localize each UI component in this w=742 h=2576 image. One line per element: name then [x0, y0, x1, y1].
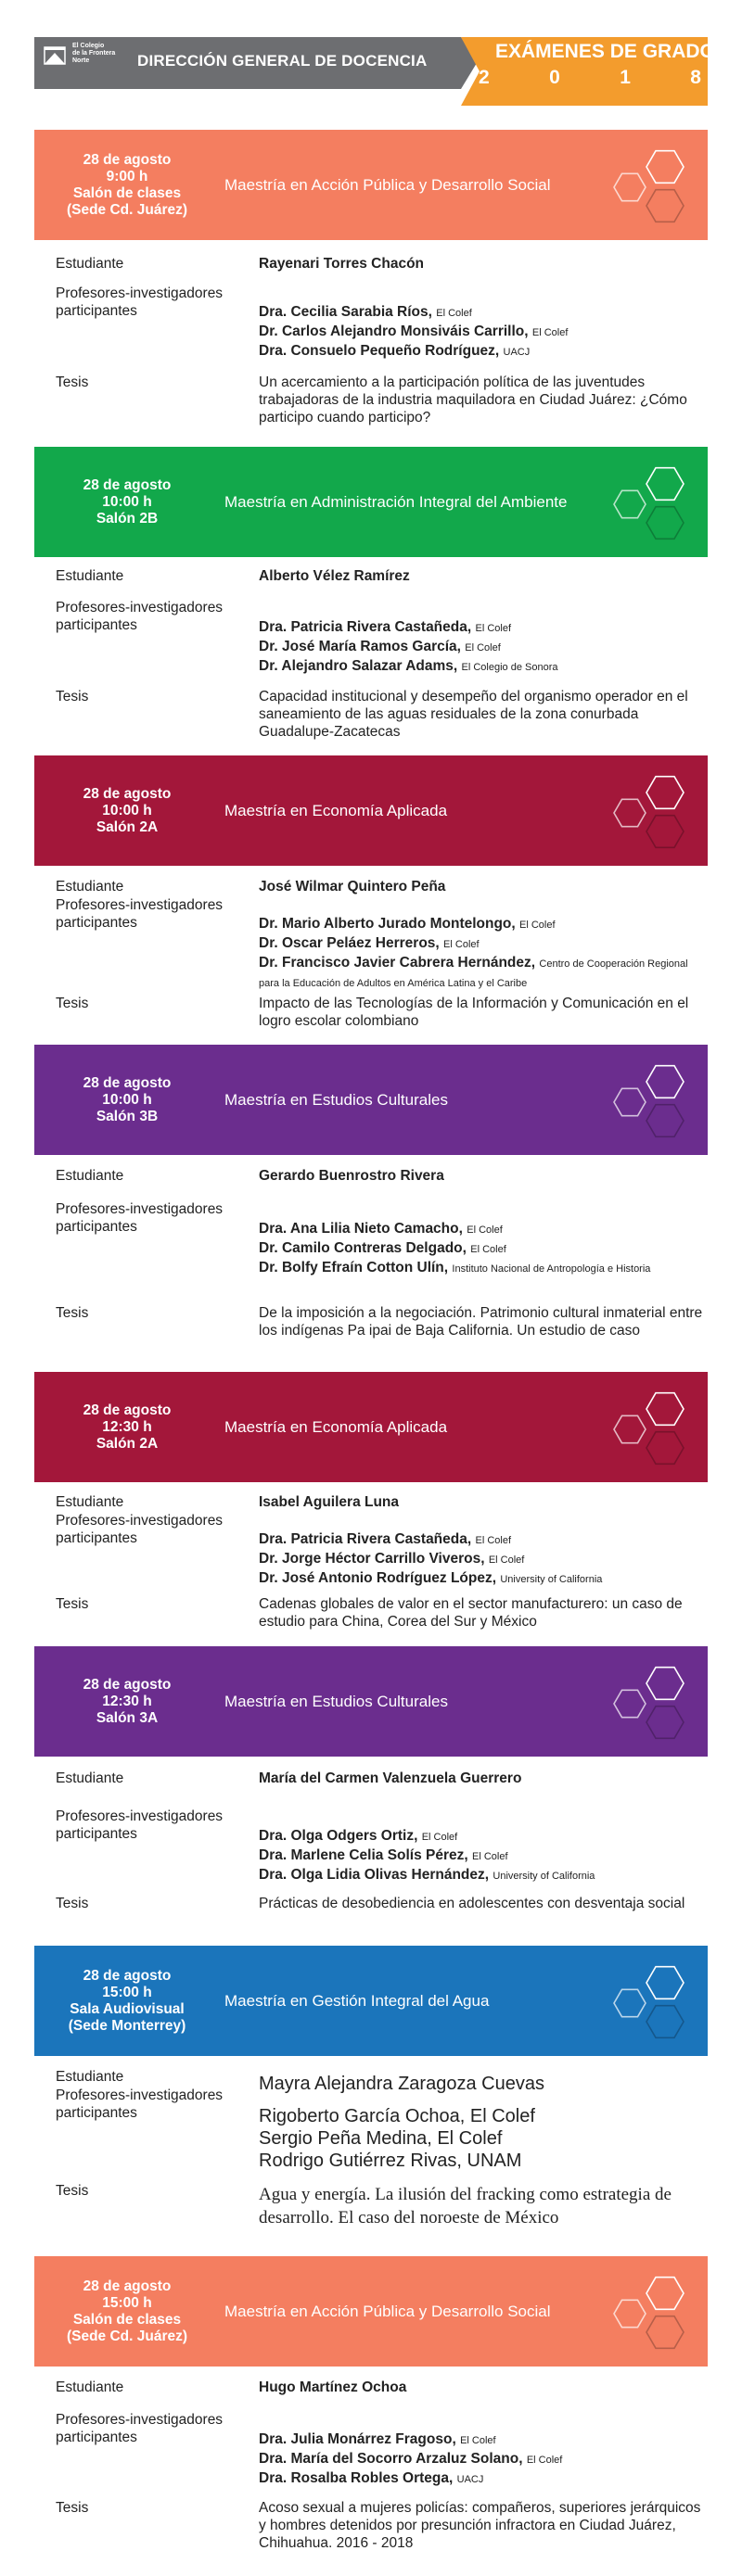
- student-name: José Wilmar Quintero Peña: [259, 879, 446, 895]
- hexagon-pattern-icon: [602, 1955, 704, 2048]
- professors-label: Profesores-investigadores participantes: [56, 1808, 224, 1842]
- header: [0, 0, 742, 93]
- event-band: [34, 1646, 708, 1757]
- professor-institution: El Colef: [437, 2128, 503, 2149]
- professor-institution: UNAM: [467, 2151, 522, 2171]
- professor-institution: UACJ: [503, 347, 531, 358]
- header-exam-title: EXÁMENES DE GRADO: [495, 41, 715, 62]
- professor-entry: [259, 638, 704, 657]
- hexagon-outline: [646, 1066, 684, 1098]
- event-room: Salón de clases: [72, 2311, 182, 2328]
- professor-entry: [259, 1530, 704, 1550]
- student-label: Estudiante: [56, 256, 124, 272]
- year-digit: 1: [620, 67, 631, 88]
- professor-institution: University of California: [493, 1871, 595, 1882]
- professor-entry: [259, 657, 704, 677]
- event-time: 12:30 h: [102, 1418, 152, 1435]
- professor-name: Dr. Bolfy Efraín Cotton Ulín,: [259, 1260, 453, 1275]
- hexagon-pattern-icon: [602, 1054, 704, 1147]
- event-date: 28 de agosto: [83, 476, 172, 493]
- professor-name: Dra. Cecilia Sarabia Ríos,: [259, 304, 437, 320]
- event-room: Salón 3A: [96, 1709, 159, 1726]
- student-name: Rayenari Torres Chacón: [259, 256, 425, 272]
- event-band: [34, 130, 708, 240]
- professors-list: [259, 2105, 704, 2172]
- hexagon-pattern-icon: [602, 2265, 704, 2358]
- professors-list: [259, 915, 704, 993]
- event-date: 28 de agosto: [83, 1967, 172, 1984]
- event-time: 10:00 h: [102, 1091, 152, 1108]
- professor-institution: El Colef: [421, 1832, 458, 1843]
- professor-institution: El Colef: [531, 327, 569, 338]
- professor-name: Dr. Oscar Peláez Herreros,: [259, 935, 444, 951]
- event-date: 28 de agosto: [83, 1676, 172, 1693]
- professor-institution: El Colef: [465, 642, 501, 654]
- professor-institution: El Colef: [475, 623, 512, 634]
- event-room: Salón 3B: [96, 1108, 159, 1124]
- professor-entry: [259, 1866, 704, 1885]
- event-time: 15:00 h: [102, 1984, 152, 2000]
- event-schedule: [34, 1045, 220, 1155]
- thesis-label: Tesis: [56, 689, 89, 704]
- student-name: Mayra Alejandra Zaragoza Cuevas: [259, 2074, 544, 2094]
- hexagon-outline: [646, 151, 684, 184]
- hexagon-outline: [646, 468, 684, 501]
- year-digit: 8: [690, 67, 701, 88]
- hexagon-outline: [646, 777, 684, 809]
- thesis-title: Acoso sexual a mujeres policías: compañeros, superiores jerárquicos y hombres detenidos por presunción infractora en Ciudad Juárez, Chihuahua. 2016 - 2018: [259, 2500, 701, 2551]
- event-program: Maestría en Acción Pública y Desarrollo Social: [224, 2302, 551, 2320]
- thesis-title: Agua y energía. La ilusión del fracking como estrategia de desarrollo. El caso del noroeste de México: [259, 2185, 672, 2227]
- professor-name: Dr. Carlos Alejandro Monsiváis Carrillo,: [259, 324, 532, 339]
- student-label: Estudiante: [56, 568, 124, 584]
- professor-entry: [259, 2127, 704, 2150]
- hexagon-outline: [614, 490, 646, 517]
- event-room: Salón 2A: [96, 818, 159, 835]
- hexagon-pattern-icon: [602, 1656, 704, 1748]
- professor-entry: [259, 1220, 704, 1239]
- professor-institution: El Colef: [467, 1225, 503, 1236]
- hexagon-outline: [646, 507, 684, 539]
- thesis-label: Tesis: [56, 374, 89, 390]
- header-direction-title: DIRECCIÓN GENERAL DE DOCENCIA: [137, 52, 428, 70]
- event-schedule: [34, 1646, 220, 1757]
- hexagon-pattern-icon: [602, 1381, 704, 1474]
- hexagon-outline: [646, 2278, 684, 2310]
- thesis-title: De la imposición a la negociación. Patrimonio cultural inmaterial entre los indígenas Pa ipai de Baja California. Un estudio de caso: [259, 1305, 703, 1339]
- professor-name: Dra. Julia Monárrez Fragoso,: [259, 2431, 461, 2447]
- student-label: Estudiante: [56, 2379, 124, 2395]
- professor-entry: [259, 342, 704, 362]
- thesis-title: Capacidad institucional y desempeño del organismo operador en el saneamiento de las aguas residuales de la zona conurbada Guadalupe-Zacatecas: [259, 689, 688, 740]
- professor-entry: [259, 1827, 704, 1846]
- event-program: Maestría en Estudios Culturales: [224, 1692, 448, 1710]
- student-name: Isabel Aguilera Luna: [259, 1494, 400, 1510]
- professor-entry: [259, 915, 704, 934]
- student-label: Estudiante: [56, 1168, 124, 1184]
- professor-name: Dra. Patricia Rivera Castañeda,: [259, 619, 476, 635]
- professors-list: [259, 1827, 704, 1885]
- hexagon-outline: [646, 190, 684, 222]
- professor-name: Dr. Camilo Contreras Delgado,: [259, 1240, 471, 1256]
- professor-entry: [259, 1259, 704, 1278]
- thesis-label: Tesis: [56, 2500, 89, 2516]
- event-time: 10:00 h: [102, 802, 152, 818]
- professor-entry: [259, 2150, 704, 2172]
- thesis-label: Tesis: [56, 1305, 89, 1321]
- event-schedule: [34, 1946, 220, 2056]
- professor-entry: [259, 954, 704, 993]
- hexagon-pattern-icon: [602, 139, 704, 232]
- student-label: Estudiante: [56, 1494, 124, 1510]
- professor-entry: [259, 618, 704, 638]
- hexagon-outline: [614, 799, 646, 826]
- event-schedule: [34, 130, 220, 240]
- event-program: Maestría en Estudios Culturales: [224, 1090, 448, 1109]
- professor-entry: [259, 2105, 704, 2127]
- professor-name: Dra. Consuelo Pequeño Rodríguez,: [259, 343, 504, 359]
- professor-entry: [259, 934, 704, 954]
- professor-institution: El Colef: [488, 1554, 525, 1566]
- hexagon-pattern-icon: [602, 765, 704, 857]
- event-room: Salón 2B: [96, 510, 159, 527]
- professors-label: Profesores-investigadores participantes: [56, 2087, 224, 2121]
- professor-name: Dra. Olga Odgers Ortiz,: [259, 1828, 422, 1844]
- professor-institution: El Colef: [469, 2106, 535, 2126]
- event-band: [34, 2256, 708, 2367]
- hexagon-outline: [614, 2300, 646, 2327]
- event-time: 15:00 h: [102, 2294, 152, 2311]
- professors-label: Profesores-investigadores participantes: [56, 1201, 224, 1235]
- hexagon-outline: [646, 816, 684, 848]
- thesis-label: Tesis: [56, 996, 89, 1011]
- hexagon-outline: [646, 1668, 684, 1700]
- hexagon-outline: [646, 2006, 684, 2038]
- student-label: Estudiante: [56, 1770, 124, 1786]
- event-site: (Sede Monterrey): [68, 2017, 186, 2034]
- professor-entry: [259, 2450, 704, 2469]
- event-program: Maestría en Economía Aplicada: [224, 1417, 448, 1436]
- event-date: 28 de agosto: [83, 1402, 172, 1418]
- professor-institution: Instituto Nacional de Antropología e Historia: [452, 1263, 651, 1275]
- thesis-title: Impacto de las Tecnologías de la Información y Comunicación en el logro escolar colombiano: [259, 996, 689, 1029]
- year-digit: 2: [479, 67, 490, 88]
- student-name: María del Carmen Valenzuela Guerrero: [259, 1770, 522, 1786]
- event-band: [34, 755, 708, 866]
- professor-institution: El Colef: [460, 2435, 496, 2446]
- professors-label: Profesores-investigadores participantes: [56, 897, 224, 931]
- event-schedule: [34, 755, 220, 866]
- professors-label: Profesores-investigadores participantes: [56, 2412, 224, 2445]
- professors-label: Profesores-investigadores participantes: [56, 1513, 224, 1546]
- event-band: [34, 1045, 708, 1155]
- professors-list: [259, 618, 704, 677]
- event-date: 28 de agosto: [83, 151, 172, 168]
- event-site: (Sede Cd. Juárez): [66, 2328, 188, 2344]
- event-schedule: [34, 447, 220, 557]
- professor-name: Dra. Marlene Celia Solís Pérez,: [259, 1847, 473, 1863]
- professor-entry: [259, 1550, 704, 1569]
- event-program: Maestría en Administración Integral del Ambiente: [224, 492, 568, 511]
- professor-institution: UACJ: [456, 2474, 484, 2485]
- professor-entry: [259, 1569, 704, 1589]
- thesis-label: Tesis: [56, 1596, 89, 1612]
- professor-name: Dra. Olga Lidia Olivas Hernández,: [259, 1867, 493, 1883]
- hexagon-outline: [646, 2316, 684, 2349]
- header-institution: El Colegio de la Frontera Norte: [72, 43, 116, 64]
- professor-name: Dr. Jorge Héctor Carrillo Viveros,: [259, 1551, 489, 1567]
- thesis-label: Tesis: [56, 2183, 89, 2199]
- thesis-title: Cadenas globales de valor en el sector manufacturero: un caso de estudio para China, Corea del Sur y México: [259, 1596, 683, 1630]
- professor-institution: El Colef: [519, 920, 556, 931]
- professors-list: [259, 2430, 704, 2489]
- professor-institution: University of California: [500, 1574, 603, 1585]
- professor-entry: [259, 2469, 704, 2489]
- hexagon-pattern-icon: [602, 456, 704, 549]
- professor-institution: Centro de Cooperación Regional para la Educación de Adultos en América Latina y el Caribe: [259, 958, 688, 989]
- student-label: Estudiante: [56, 879, 124, 895]
- event-date: 28 de agosto: [83, 785, 172, 802]
- professor-name: Dra. María del Socorro Arzaluz Solano,: [259, 2451, 527, 2467]
- header-year: [479, 67, 701, 89]
- hexagon-outline: [614, 173, 646, 200]
- professor-name: Rigoberto García Ochoa,: [259, 2106, 470, 2126]
- professor-name: Dra. Rosalba Robles Ortega,: [259, 2470, 457, 2486]
- professor-institution: El Colef: [470, 1244, 506, 1255]
- professors-label: Profesores-investigadores participantes: [56, 600, 224, 633]
- professors-list: [259, 1220, 704, 1278]
- professor-entry: [259, 2430, 704, 2450]
- student-label: Estudiante: [56, 2069, 124, 2085]
- event-band: [34, 1372, 708, 1482]
- professor-name: Dra. Ana Lilia Nieto Camacho,: [259, 1221, 467, 1237]
- hexagon-outline: [614, 1690, 646, 1717]
- professors-label: Profesores-investigadores participantes: [56, 286, 224, 319]
- professor-name: Rodrigo Gutiérrez Rivas,: [259, 2151, 467, 2171]
- professor-entry: [259, 1846, 704, 1866]
- thesis-label: Tesis: [56, 1896, 89, 1911]
- event-program: Maestría en Acción Pública y Desarrollo Social: [224, 175, 551, 194]
- colef-logo-icon: [44, 44, 66, 67]
- event-schedule: [34, 2256, 220, 2367]
- professors-list: [259, 303, 704, 362]
- professor-name: Dr. José Antonio Rodríguez López,: [259, 1570, 501, 1586]
- professor-institution: El Colef: [475, 1535, 512, 1546]
- event-program: Maestría en Gestión Integral del Agua: [224, 1991, 490, 2010]
- event-schedule: [34, 1372, 220, 1482]
- professor-entry: [259, 303, 704, 323]
- hexagon-outline: [614, 1415, 646, 1442]
- professor-institution: El Colef: [436, 308, 472, 319]
- event-band: [34, 1946, 708, 2056]
- professor-institution: El Colef: [526, 2455, 563, 2466]
- hexagon-outline: [646, 1393, 684, 1426]
- hexagon-outline: [614, 1989, 646, 2016]
- event-room: Salón 2A: [96, 1435, 159, 1452]
- event-band: [34, 447, 708, 557]
- professor-name: Dra. Patricia Rivera Castañeda,: [259, 1531, 476, 1547]
- professor-institution: El Colegio de Sonora: [461, 662, 558, 673]
- event-room: Sala Audiovisual: [70, 2000, 185, 2017]
- event-room: Salón de clases: [72, 184, 182, 201]
- student-name: Gerardo Buenrostro Rivera: [259, 1168, 444, 1184]
- professor-institution: El Colef: [443, 939, 480, 950]
- thesis-title: Un acercamiento a la participación política de las juventudes trabajadoras de la industria maquiladora en Ciudad Juárez: ¿Cómo participo cuando participo?: [259, 374, 687, 425]
- event-time: 9:00 h: [106, 168, 148, 184]
- hexagon-outline: [646, 1967, 684, 1999]
- year-digit: 0: [549, 67, 560, 88]
- event-site: (Sede Cd. Juárez): [66, 201, 188, 218]
- event-date: 28 de agosto: [83, 1074, 172, 1091]
- professor-entry: [259, 1239, 704, 1259]
- event-time: 10:00 h: [102, 493, 152, 510]
- professor-name: Dr. Alejandro Salazar Adams,: [259, 658, 462, 674]
- hexagon-outline: [646, 1432, 684, 1465]
- professor-name: Sergio Peña Medina,: [259, 2128, 438, 2149]
- hexagon-outline: [646, 1707, 684, 1739]
- professor-name: Dr. José María Ramos García,: [259, 639, 466, 654]
- student-name: Alberto Vélez Ramírez: [259, 568, 410, 584]
- thesis-title: Prácticas de desobediencia en adolescentes con desventaja social: [259, 1896, 685, 1911]
- professor-name: Dr. Francisco Javier Cabrera Hernández,: [259, 955, 540, 971]
- hexagon-outline: [646, 1105, 684, 1137]
- professors-list: [259, 1530, 704, 1589]
- professor-entry: [259, 323, 704, 342]
- professor-institution: El Colef: [472, 1851, 508, 1862]
- professor-name: Dr. Mario Alberto Jurado Montelongo,: [259, 916, 520, 932]
- event-program: Maestría en Economía Aplicada: [224, 801, 448, 819]
- event-time: 12:30 h: [102, 1693, 152, 1709]
- student-name: Hugo Martínez Ochoa: [259, 2379, 407, 2395]
- hexagon-outline: [614, 1088, 646, 1115]
- event-date: 28 de agosto: [83, 2278, 172, 2294]
